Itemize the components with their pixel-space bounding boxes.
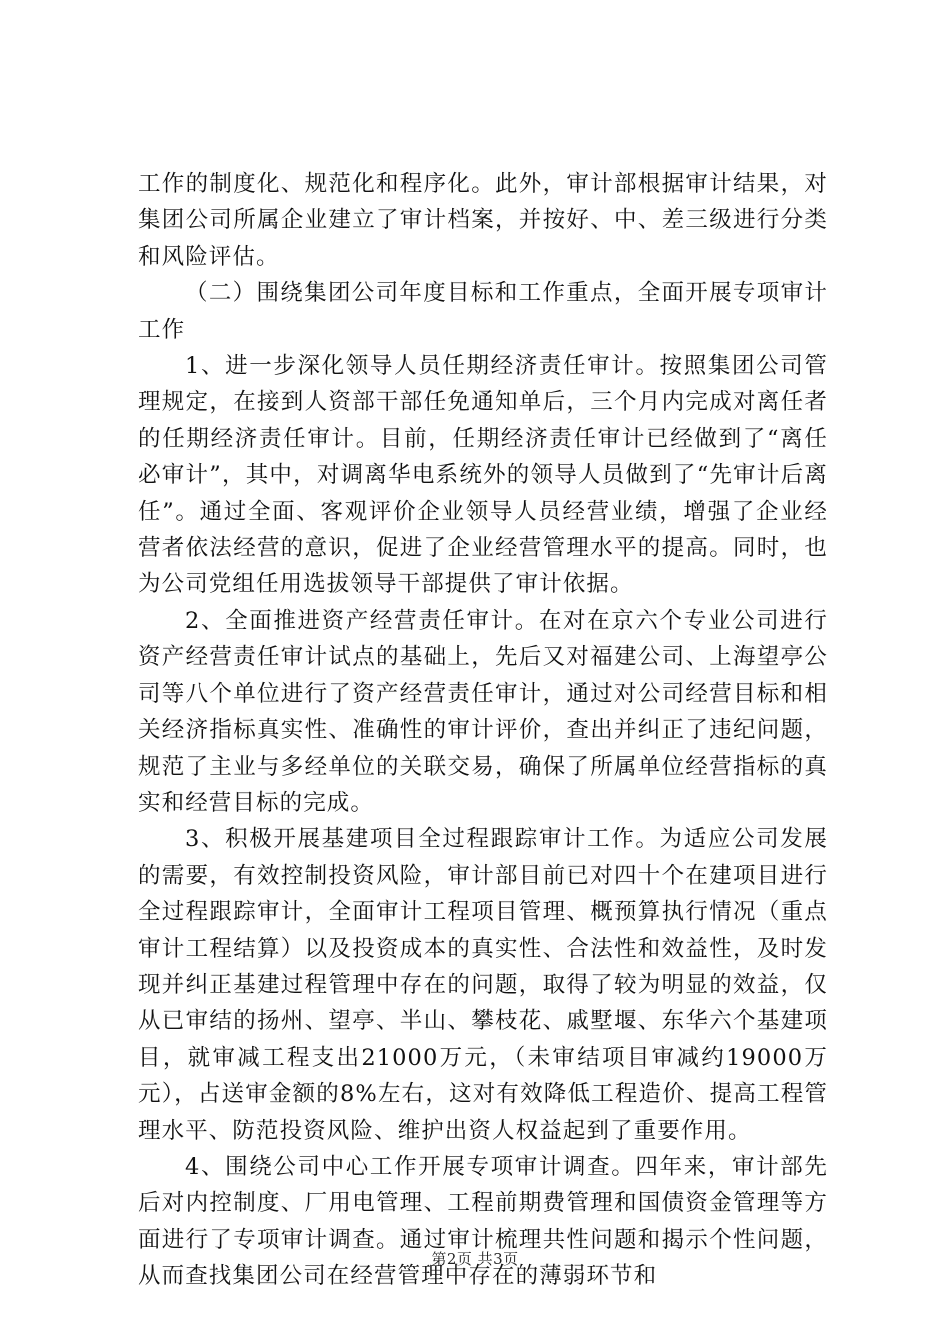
document-body — [138, 166, 828, 1295]
paragraph-item-2: 2、全面推进资产经营责任审计。在对在京六个专业公司进行资产经营责任审计试点的基础上，先后又对福建公司、上海望亭公司等八个单位进行了资产经营责任审计，通过对公司经营目标和相关经济指标真实性、准确性的审计评价，查出并纠正了违纪问题，规范了主业与多经单位的关联交易，确保了所属单位经营指标的真实和经营目标的完成。 — [138, 607, 828, 816]
page-number-footer: 第2页 共3页 — [431, 1250, 519, 1268]
paragraph-item-3: 3、积极开展基建项目全过程跟踪审计工作。为适应公司发展的需要，有效控制投资风险，审计部目前已对四十个在建项目进行全过程跟踪审计，全面审计工程项目管理、概预算执行情况（重点审计工程结算）以及投资成本的真实性、合法性和效益性，及时发现并纠正基建过程管理中存在的问题，取得了较为明显的效益，仅从已审结的扬州、望亭、半山、攀枝花、戚墅堰、东华六个基建项目，就审减工程支出21000万元，（未审结项目审减约19000万元），占送审金额的8%左右，这对有效降低工程造价、提高工程管理水平、防范投资风险、维护出资人权益起到了重要作用。 — [138, 826, 828, 1144]
paragraph-item-1: 1、进一步深化领导人员任期经济责任审计。按照集团公司管理规定，在接到人资部干部任免通知单后，三个月内完成对离任者的任期经济责任审计。目前，任期经济责任审计已经做到了“离任必审计”，其中，对调离华电系统外的领导人员做到了“先审计后离任”。通过全面、客观评价企业领导人员经营业绩，增强了企业经营者依法经营的意识，促进了企业经营管理水平的提高。同时，也为公司党组任用选拔领导干部提供了审计依据。 — [138, 353, 828, 598]
section-heading: （二）围绕集团公司年度目标和工作重点，全面开展专项审计工作 — [138, 280, 828, 343]
paragraph-item-4: 4、围绕公司中心工作开展专项审计调查。四年来，审计部先后对内控制度、厂用电管理、工程前期费管理和国债资金管理等方面进行了专项审计调查。通过审计梳理共性问题和揭示个性问题，从而查找集团公司在经营管理中存在的薄弱环节和 — [138, 1153, 828, 1290]
paragraph-continuation: 工作的制度化、规范化和程序化。此外，审计部根据审计结果，对集团公司所属企业建立了审计档案，并按好、中、差三级进行分类和风险评估。 — [138, 171, 828, 270]
